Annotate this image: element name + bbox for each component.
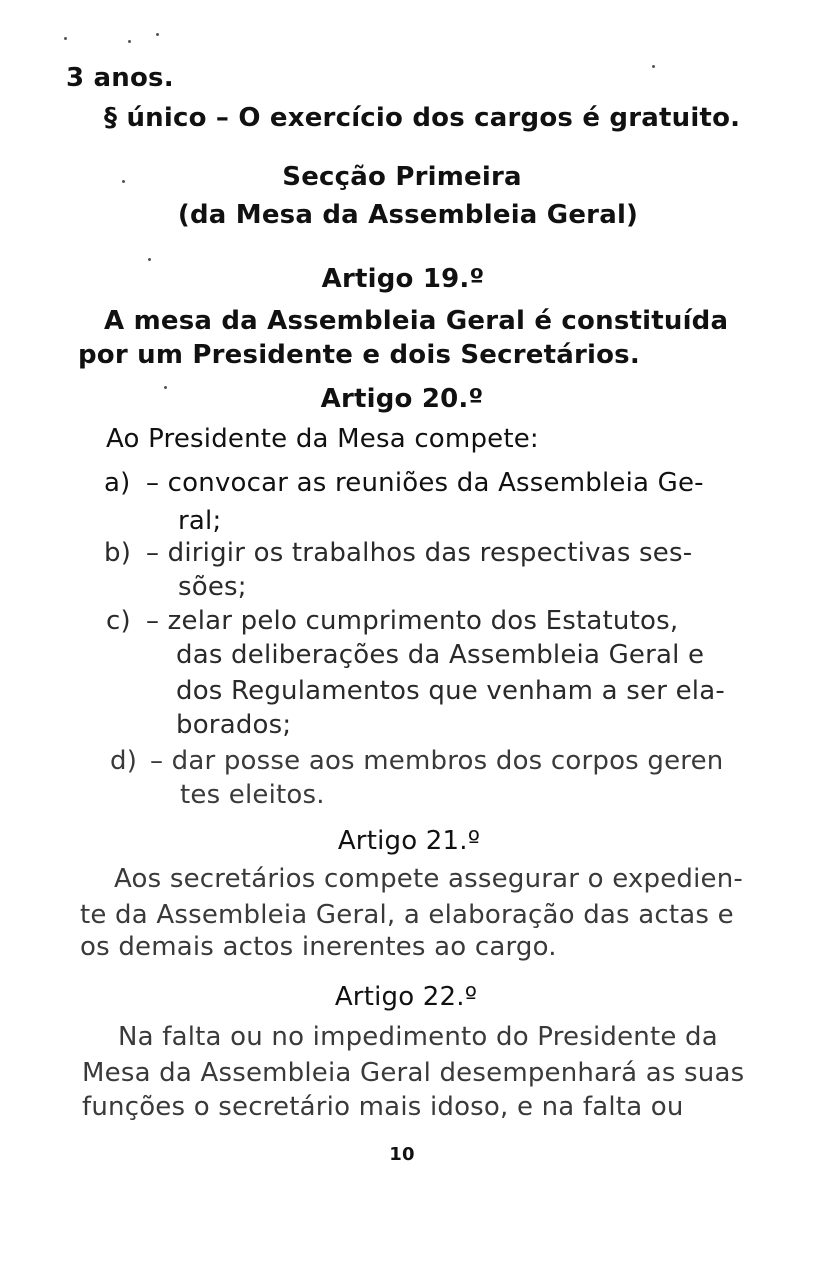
scan-speck — [128, 40, 131, 43]
item-marker-c: c) — [106, 606, 131, 636]
article-19-heading: Artigo 19.º — [321, 264, 485, 294]
article-21-line: os demais actos inerentes ao cargo. — [80, 932, 557, 962]
section-title: Secção Primeira — [282, 162, 522, 192]
paragraph-unico: § único – O exercício dos cargos é gratuito. — [104, 103, 741, 133]
article-21-line: te da Assembleia Geral, a elaboração das actas e — [80, 900, 734, 930]
item-c-line: borados; — [176, 710, 292, 740]
item-c-line: – zelar pelo cumprimento dos Estatutos, — [146, 606, 679, 636]
article-19-line: por um Presidente e dois Secretários. — [78, 340, 640, 370]
item-b-line: – dirigir os trabalhos das respectivas ses- — [146, 538, 693, 568]
item-a-line: – convocar as reuniões da Assembleia Ge- — [146, 468, 704, 498]
page-number: 10 — [389, 1144, 415, 1165]
article-21-heading: Artigo 21.º — [337, 826, 481, 856]
scan-speck — [148, 258, 151, 261]
article-20-heading: Artigo 20.º — [320, 384, 484, 414]
item-marker-b: b) — [104, 538, 132, 568]
item-marker-d: d) — [110, 746, 138, 776]
item-a-line: ral; — [178, 506, 222, 536]
scan-speck — [156, 33, 159, 36]
article-19-line: A mesa da Assembleia Geral é constituída — [104, 306, 729, 336]
item-d-line: – dar posse aos membros dos corpos geren — [150, 746, 724, 776]
fragment-line: 3 anos. — [66, 63, 174, 93]
item-c-line: dos Regulamentos que venham a ser ela- — [176, 676, 725, 706]
article-21-line: Aos secretários compete assegurar o expedien- — [114, 864, 744, 894]
item-b-line: sões; — [178, 572, 247, 602]
scan-speck — [64, 37, 67, 40]
item-c-line: das deliberações da Assembleia Geral e — [176, 640, 705, 670]
article-20-intro: Ao Presidente da Mesa compete: — [106, 424, 539, 454]
scan-speck — [652, 65, 655, 68]
section-subtitle: (da Mesa da Assembleia Geral) — [177, 200, 639, 230]
article-22-line: funções o secretário mais idoso, e na falta ou — [82, 1092, 684, 1122]
article-22-line: Mesa da Assembleia Geral desempenhará as suas — [82, 1058, 745, 1088]
item-d-line: tes eleitos. — [180, 780, 325, 810]
article-22-heading: Artigo 22.º — [334, 982, 478, 1012]
article-22-line: Na falta ou no impedimento do Presidente da — [118, 1022, 718, 1052]
item-marker-a: a) — [104, 468, 131, 498]
